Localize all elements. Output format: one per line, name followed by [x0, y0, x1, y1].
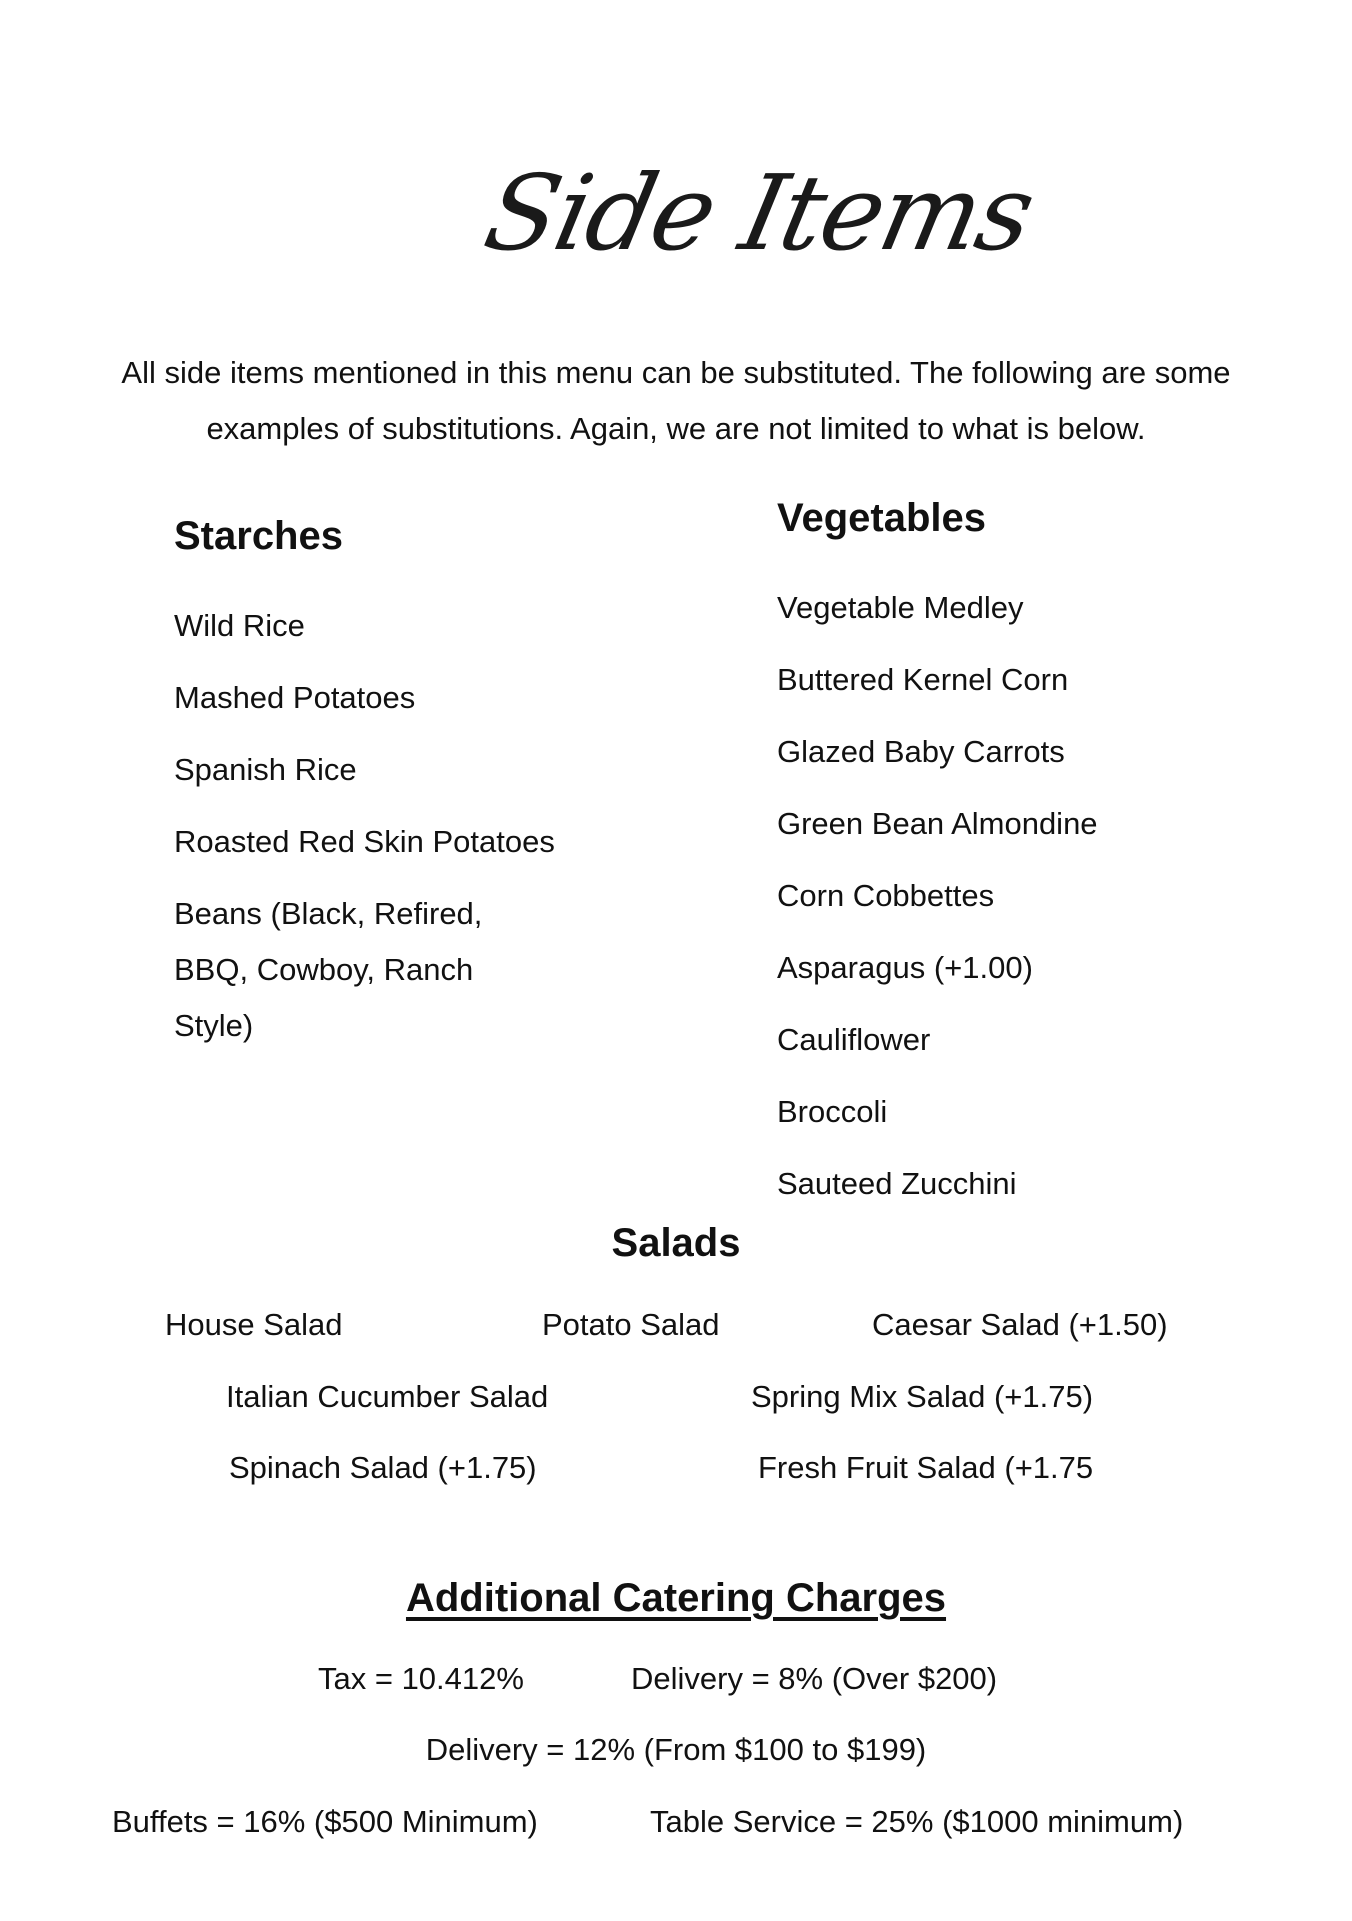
vegetables-list [777, 580, 1277, 1212]
list-item: Beans (Black, Refired, BBQ, Cowboy, Ranch Style) [174, 896, 483, 1043]
vegetables-section [777, 490, 1277, 1228]
charge-delivery-mid: Delivery = 12% (From $100 to $199) [425, 1732, 927, 1767]
list-item: Roasted Red Skin Potatoes [174, 824, 555, 859]
charge-delivery-over: Delivery = 8% (Over $200) [631, 1661, 998, 1696]
page-title: Side Items [475, 152, 1044, 274]
salad-item: Spinach Salad (+1.75) [229, 1450, 537, 1485]
list-item: Mashed Potatoes [174, 680, 416, 715]
list-item: Vegetable Medley [777, 590, 1024, 625]
intro-paragraph: All side items mentioned in this menu can be substituted. The following are some examples of substitutions. Again, we are not limited to what is below. [121, 355, 1231, 446]
list-item: Glazed Baby Carrots [777, 734, 1065, 769]
list-item: Green Bean Almondine [777, 806, 1098, 841]
list-item: Wild Rice [174, 608, 305, 643]
starches-list [174, 598, 594, 1054]
charge-table-service: Table Service = 25% ($1000 minimum) [650, 1804, 1184, 1839]
vegetables-heading: Vegetables [777, 496, 987, 540]
salad-item: Fresh Fruit Salad (+1.75 [758, 1450, 1094, 1485]
starches-heading: Starches [174, 514, 343, 558]
list-item: Buttered Kernel Corn [777, 662, 1069, 697]
list-item: Asparagus (+1.00) [777, 950, 1033, 985]
charge-tax: Tax = 10.412% [318, 1661, 524, 1696]
charges-heading: Additional Catering Charges [405, 1576, 947, 1620]
list-item: Sauteed Zucchini [777, 1166, 1017, 1201]
salads-heading: Salads [611, 1221, 741, 1265]
list-item: Corn Cobbettes [777, 878, 995, 913]
salad-item: Spring Mix Salad (+1.75) [751, 1379, 1094, 1414]
salad-item: Caesar Salad (+1.50) [872, 1307, 1168, 1342]
list-item: Spanish Rice [174, 752, 357, 787]
starches-section [174, 508, 594, 1070]
salad-item: Italian Cucumber Salad [226, 1379, 549, 1414]
salad-item: House Salad [165, 1307, 343, 1342]
list-item: Broccoli [777, 1094, 888, 1129]
salad-item: Potato Salad [542, 1307, 720, 1342]
list-item: Cauliflower [777, 1022, 931, 1057]
charge-buffets: Buffets = 16% ($500 Minimum) [112, 1804, 538, 1839]
